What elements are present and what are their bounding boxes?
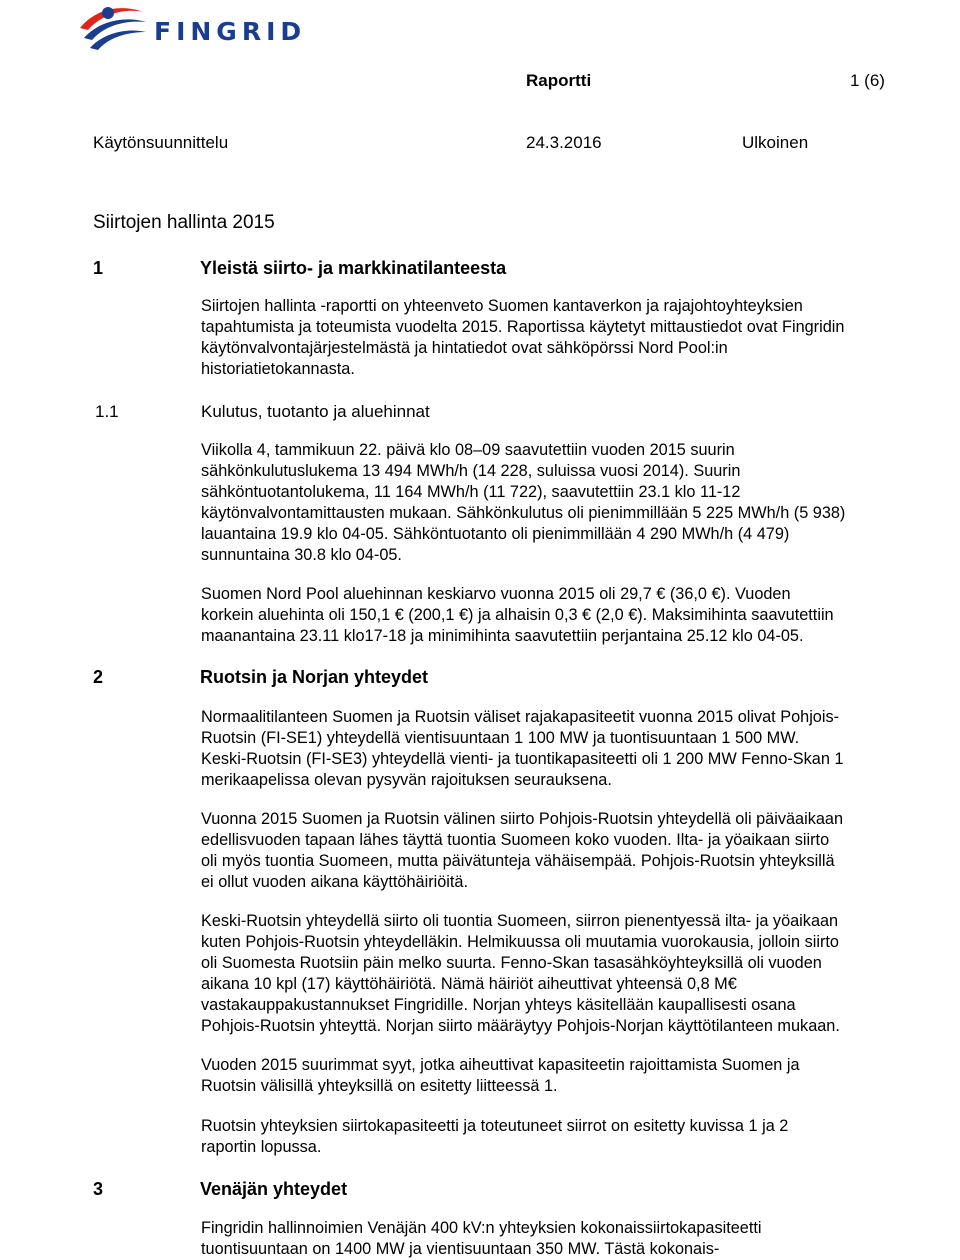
fingrid-emblem-icon <box>80 7 146 50</box>
fingrid-logo <box>74 2 304 50</box>
text-line: Normaalitilanteen Suomen ja Ruotsin väliset rajakapasiteetit vuonna 2015 olivat Pohjois- <box>201 708 840 726</box>
text-line: oli Suomesta Ruotsiin päin melko suurta. Fenno-Skan tasasähköyhteyksillä oli vuoden <box>201 954 822 972</box>
section-2-paragraph-1 <box>201 707 931 791</box>
text-line: tuontisuuntaan on 1400 MW ja vientisuuntaan 350 MW. Tästä kokonais- <box>201 1240 720 1258</box>
text-line: vastakauppakustannukset Fingridille. Norjan yhteys käsitellään kaupallisesti osana <box>201 996 796 1014</box>
section-2-paragraph-3 <box>201 911 931 1037</box>
document-date: 24.3.2016 <box>526 133 602 152</box>
text-line: tapahtumista ja toteumista vuodelta 2015. Raportissa käytetyt mittaustiedot ovat Fingridin <box>201 318 845 336</box>
text-line: edellisvuoden tapaan lähes täyttä tuontia Suomeen koko vuoden. Ilta- ja yöaikaan siirto <box>201 831 830 849</box>
section-1-number: 1 <box>93 258 104 278</box>
text-line: lauantaina 19.9 klo 04-05. Sähköntuotanto oli pienimmillään 4 290 MWh/h (4 479) <box>201 525 790 543</box>
text-line: sunnuntaina 30.8 klo 04-05. <box>201 546 402 564</box>
text-line: Suomen Nord Pool aluehinnan keskiarvo vuonna 2015 oli 29,7 € (36,0 €). Vuoden <box>201 585 791 603</box>
section-3-title: Venäjän yhteydet <box>200 1179 348 1199</box>
text-line: käytönvalvontajärjestelmästä ja hintatiedot ovat sähköpörssi Nord Pool:in <box>201 339 728 357</box>
consumption-paragraph <box>201 440 931 566</box>
text-line: maanantaina 23.11 klo17-18 ja minimihinta saavutettiin perjantaina 25.12 klo 04-05. <box>201 627 804 645</box>
text-line: merikaapelissa olevan pysyvän rajoituksen seurauksena. <box>201 771 612 789</box>
text-line: Ruotsin (FI-SE1) yhteydellä vientisuuntaan 1 100 MW ja tuontisuuntaan 1 500 MW. <box>201 729 800 747</box>
section-1-1-number: 1.1 <box>95 402 119 421</box>
text-line: oli myös tuontia Suomeen, mutta päivätunteja vähäisempää. Pohjois-Ruotsin yhteyksillä <box>201 852 835 870</box>
text-line: Keski-Ruotsin yhteydellä siirto oli tuontia Suomeen, siirron pienentyessä ilta- ja yöaikaan <box>201 912 839 930</box>
text-line: Vuoden 2015 suurimmat syyt, jotka aiheuttivat kapasiteetin rajoittamista Suomen ja <box>201 1056 800 1074</box>
section-2-paragraph-5 <box>201 1116 931 1158</box>
text-line: käytönvalvontamittausten mukaan. Sähkönkulutus oli pienimmillään 5 225 MWh/h (5 938) <box>201 504 846 522</box>
text-line: korkein aluehinta oli 150,1 € (200,1 €) ja alhaisin 0,3 € (2,0 €). Maksimihinta saavutettiin <box>201 606 834 624</box>
text-line: ei ollut vuoden aikana käyttöhäiriöitä. <box>201 873 469 891</box>
section-3-number: 3 <box>93 1179 104 1199</box>
text-line: sähköntuotantolukema, 11 164 MWh/h (11 722), saavutettiin 23.1 klo 11-12 <box>201 483 741 501</box>
page-title: Siirtojen hallinta 2015 <box>93 212 275 233</box>
section-1-title: Yleistä siirto- ja markkinatilanteesta <box>200 258 507 278</box>
text-line: historiatietokannasta. <box>201 360 355 378</box>
text-line: Ruotsin välisillä yhteyksillä on esitetty liitteessä 1. <box>201 1077 558 1095</box>
page-number: 1 (6) <box>850 71 885 90</box>
text-line: aikana 10 kpl (17) käyttöhäiriötä. Nämä häiriöt aiheuttivat yhteensä 0,8 M€ <box>201 975 737 993</box>
section-2-number: 2 <box>93 667 104 687</box>
text-line: Siirtojen hallinta -raportti on yhteenveto Suomen kantaverkon ja rajajohtoyhteyksien <box>201 297 803 315</box>
text-line: Viikolla 4, tammikuun 22. päivä klo 08–09 saavutettiin vuoden 2015 suurin <box>201 441 735 459</box>
department: Käytönsuunnittelu <box>93 133 229 152</box>
doc-type: Raportti <box>526 71 592 90</box>
section-2-paragraph-4 <box>201 1055 931 1097</box>
section-2-title: Ruotsin ja Norjan yhteydet <box>200 667 429 687</box>
text-line: Fingridin hallinnoimien Venäjän 400 kV:n yhteyksien kokonaissiirtokapasiteetti <box>201 1219 762 1237</box>
section-1-1-title: Kulutus, tuotanto ja aluehinnat <box>201 402 430 421</box>
text-line: sähkönkulutuslukema 13 494 MWh/h (14 228, suluissa vuosi 2014). Suurin <box>201 462 741 480</box>
classification: Ulkoinen <box>742 133 809 152</box>
section-3-paragraph-1 <box>201 1218 931 1260</box>
prices-paragraph <box>201 584 931 647</box>
text-line: Keski-Ruotsin (FI-SE3) yhteydellä vienti- ja tuontikapasiteetti oli 1 200 MW Fenno-Skan 1 <box>201 750 844 768</box>
text-line: Vuonna 2015 Suomen ja Ruotsin välinen siirto Pohjois-Ruotsin yhteydellä oli päiväaikaan <box>201 810 843 828</box>
logo-wordmark: FINGRID <box>154 17 304 46</box>
section-2-paragraph-2 <box>201 809 931 893</box>
text-line: raportin lopussa. <box>201 1138 322 1156</box>
text-line: Ruotsin yhteyksien siirtokapasiteetti ja toteutuneet siirrot on esitetty kuvissa 1 ja 2 <box>201 1117 789 1135</box>
text-line: kuten Pohjois-Ruotsin yhteydelläkin. Helmikuussa oli muutamia vuorokausia, jolloin siirto <box>201 933 839 951</box>
section-1-intro <box>201 296 931 380</box>
text-line: Pohjois-Ruotsin yhteyttä. Norjan siirto määräytyy Pohjois-Norjan käyttötilanteen mukaan. <box>201 1017 840 1035</box>
